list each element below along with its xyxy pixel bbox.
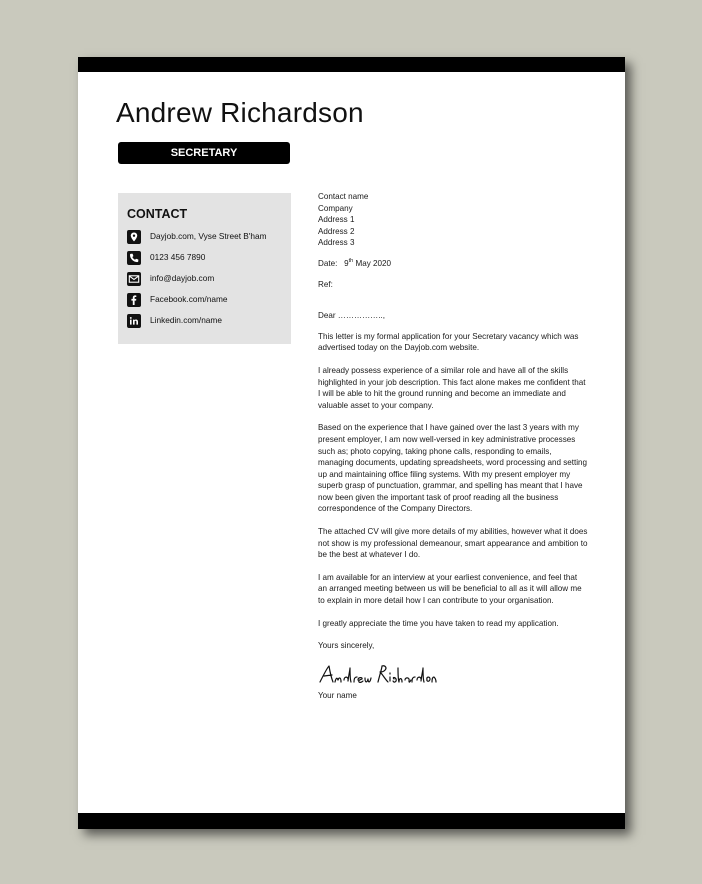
- letter-paragraph: [318, 331, 588, 354]
- applicant-name: Andrew Richardson: [116, 97, 364, 128]
- paragraph-text: This letter is my formal application for your Secretary vacancy which was advertised today on the Dayjob.com website.: [318, 331, 579, 353]
- letter-your-name: Your name: [318, 690, 357, 700]
- letter-salutation: Dear ……………..,: [318, 311, 386, 321]
- recipient-address-2: Address 2: [318, 226, 355, 236]
- letter-paragraph: [318, 422, 588, 515]
- date-month-year: May 2020: [355, 258, 392, 268]
- contact-panel: [118, 193, 291, 344]
- letter-signoff: Yours sincerely,: [318, 641, 375, 651]
- contact-email: [127, 272, 289, 286]
- contact-linkedin: [127, 314, 289, 328]
- letter-paragraph: [318, 572, 588, 607]
- recipient-contact-name: Contact name: [318, 192, 369, 201]
- signature-image: [318, 662, 438, 688]
- paragraph-text: Based on the experience that I have gained over the last 3 years with my present employer, I am now well-versed in key administrative processes such as; photo copying, taking phone calls, responding to emails, managing documents, updating spreadsheets, word processing and setting up and maintaining office filing systems. With my present employer my superb grasp of punctuation, grammar, and spelling has meant that I have now been given the important task of proof reading all the business correspondence of the Company Directors.: [318, 423, 588, 514]
- contact-facebook-text: Facebook.com/name: [150, 294, 228, 304]
- linkedin-icon: [127, 314, 141, 328]
- letter-body: [318, 191, 588, 701]
- date-day: 9: [344, 258, 349, 268]
- contact-address: [127, 230, 289, 244]
- contact-phone: [127, 251, 289, 265]
- date-suffix: th: [348, 257, 354, 264]
- letter-ref: Ref:: [318, 279, 333, 289]
- paragraph-text: I am available for an interview at your earliest convenience, and feel that an arranged meeting between us will be beneficial to all as it will allow me to explain in more detail how I can contribute to your organisation.: [318, 572, 582, 606]
- contact-facebook: [127, 293, 289, 307]
- paragraph-text: The attached CV will give more details of my abilities, however what it does not show is my professional demeanour, smart appearance and ambition to be the best at whatever I do.: [318, 527, 588, 560]
- letter-paragraph: [318, 526, 588, 561]
- top-bar: [78, 57, 625, 72]
- email-icon: [127, 272, 141, 286]
- date-label: Date:: [318, 258, 338, 268]
- contact-linkedin-text: Linkedin.com/name: [150, 315, 222, 325]
- contact-email-text: info@dayjob.com: [150, 273, 215, 283]
- letter-paragraph: [318, 365, 588, 411]
- letter-paragraph: [318, 618, 588, 630]
- recipient-address-3: Address 3: [318, 238, 355, 248]
- handwritten-signature: [318, 662, 588, 688]
- recipient-company: Company: [318, 203, 353, 213]
- paragraph-text: I greatly appreciate the time you have taken to read my application.: [318, 618, 559, 628]
- job-title-badge: SECRETARY: [118, 142, 290, 164]
- facebook-icon: [127, 293, 141, 307]
- location-pin-icon: [127, 230, 141, 244]
- letter-date: [318, 258, 588, 270]
- recipient-address-1: Address 1: [318, 215, 355, 225]
- bottom-bar: [78, 813, 625, 829]
- contact-heading: CONTACT: [127, 207, 188, 221]
- contact-address-text: Dayjob.com, Vyse Street B'ham: [150, 231, 267, 241]
- contact-phone-text: 0123 456 7890: [150, 252, 206, 262]
- cover-letter-page: [78, 57, 625, 829]
- paragraph-text: I already possess experience of a similar role and have all of the skills highlighted in your job description. This fact alone makes me confident that I will be able to hit the ground running and become an immediate and valuable asset to your company.: [318, 365, 586, 410]
- phone-icon: [127, 251, 141, 265]
